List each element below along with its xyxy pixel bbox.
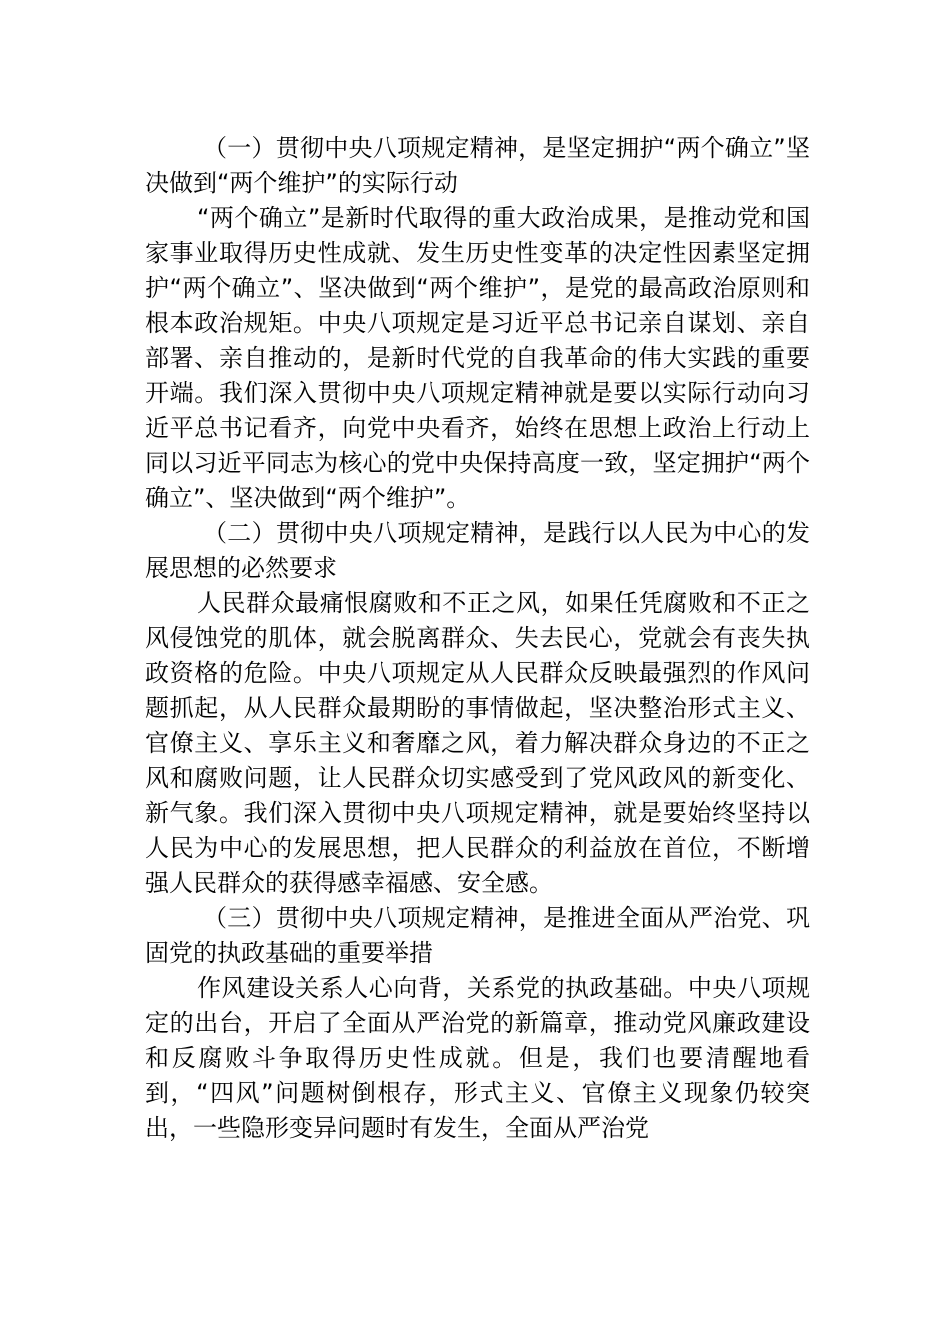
document-body: [145, 131, 810, 1146]
section-heading-2: （二）贯彻中央八项规定精神，是践行以人民为中心的发展思想的必然要求: [145, 519, 810, 582]
section-heading-1: （一）贯彻中央八项规定精神，是坚定拥护“两个确立”坚决做到“两个维护”的实际行动: [145, 134, 810, 197]
section-paragraph-2: 人民群众最痛恨腐败和不正之风，如果任凭腐败和不正之风侵蚀党的肌体，就会脱离群众、失去民心，党就会有丧失执政资格的危险。中央八项规定从人民群众反映最强烈的作风问题抓起，从人民群众最期盼的事情做起，坚决整治形式主义、官僚主义、享乐主义和奢靡之风，着力解决群众身边的不正之风和腐败问题，让人民群众切实感受到了党风政风的新变化、新气象。我们深入贯彻中央八项规定精神，就是要始终坚持以人民为中心的发展思想，把人民群众的利益放在首位，不断增强人民群众的获得感幸福感、安全感。: [145, 589, 810, 897]
section-heading-3: （三）贯彻中央八项规定精神，是推进全面从严治党、巩固党的执政基础的重要举措: [145, 904, 810, 967]
section-paragraph-3: 作风建设关系人心向背，关系党的执政基础。中央八项规定的出台，开启了全面从严治党的新篇章，推动党风廉政建设和反腐败斗争取得历史性成就。但是，我们也要清醒地看到，“四风”问题树倒根存，形式主义、官僚主义现象仍较突出，一些隐形变异问题时有发生，全面从严治党: [145, 974, 810, 1142]
section-paragraph-1: “两个确立”是新时代取得的重大政治成果，是推动党和国家事业取得历史性成就、发生历史性变革的决定性因素坚定拥护“两个确立”、坚决做到“两个维护”，是党的最高政治原则和根本政治规矩。中央八项规定是习近平总书记亲自谋划、亲自部署、亲自推动的，是新时代党的自我革命的伟大实践的重要开端。我们深入贯彻中央八项规定精神就是要以实际行动向习近平总书记看齐，向党中央看齐，始终在思想上政治上行动上同以习近平同志为核心的党中央保持高度一致，坚定拥护“两个确立”、坚决做到“两个维护”。: [145, 204, 810, 512]
